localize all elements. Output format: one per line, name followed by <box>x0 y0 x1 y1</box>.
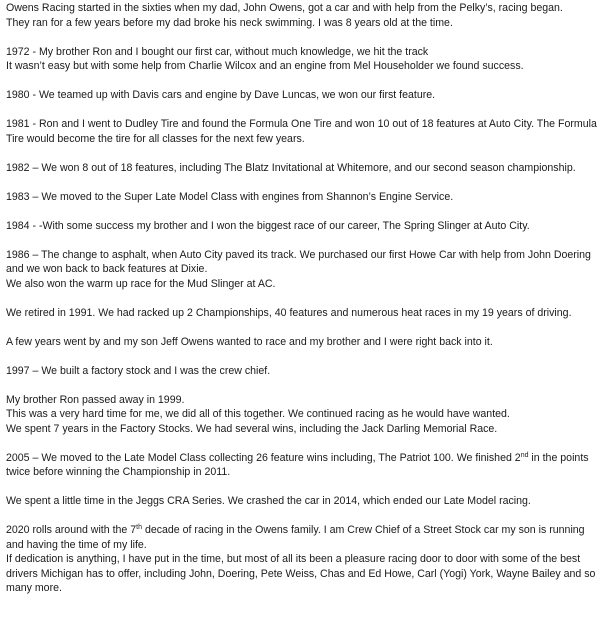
text-line: We spent a little time in the Jeggs CRA Series. We crashed the car in 2014, which ended our Late Model racing. <box>6 495 531 507</box>
text-line: We spent 7 years in the Factory Stocks. We had several wins, including the Jack Darling Memorial Race. <box>6 422 498 435</box>
text-line: We also won the warm up race for the Mud Slinger at AC. <box>6 277 276 290</box>
text-span: 2020 rolls around with the 7 <box>6 524 137 536</box>
paragraph-retired <box>6 306 598 321</box>
text-line: We retired in 1991. We had racked up 2 Championships, 40 features and numerous heat races in my 19 years of driving. <box>6 306 572 319</box>
paragraph-2005 <box>6 451 598 480</box>
paragraph-1982 <box>6 161 598 176</box>
text-line: 1984 - -With some success my brother and I won the biggest race of our career, The Spring Slinger at Auto City. <box>6 219 530 232</box>
text-line: Owens Racing started in the sixties when my dad, John Owens, got a car and with help from the Pelky’s, racing began. <box>6 2 563 14</box>
text-line: 1981 - Ron and I went to Dudley Tire and found the Formula One Tire and won 10 out of 18 features at Auto City. The Formula Tire would become the tire for all classes for the next few years. <box>6 118 597 145</box>
paragraph-1981 <box>6 117 598 146</box>
ordinal-suffix: th <box>136 524 142 531</box>
paragraph-jeggs <box>6 494 598 509</box>
paragraph-1986 <box>6 248 598 292</box>
text-line: It wasn’t easy but with some help from Charlie Wilcox and an engine from Mel Householder we found success. <box>6 60 524 72</box>
paragraph-origins <box>6 1 598 30</box>
text-line: 1972 - My brother Ron and I bought our first car, without much knowledge, we hit the track <box>6 45 429 58</box>
paragraph-1999 <box>6 393 598 437</box>
paragraph-1983 <box>6 190 598 205</box>
paragraph-1972 <box>6 45 598 74</box>
text-line: This was a very hard time for me, we did all of this together. We continued racing as he would have wanted. <box>6 408 510 420</box>
paragraph-1980 <box>6 88 598 103</box>
text-line: 1983 – We moved to the Super Late Model Class with engines from Shannon’s Engine Service. <box>6 190 454 203</box>
text-span: 2005 – We moved to the Late Model Class collecting 26 feature wins including, The Patriot 100. We finished 2 <box>6 451 521 464</box>
paragraph-2020 <box>6 523 598 596</box>
text-line: 1997 – We built a factory stock and I was the crew chief. <box>6 364 271 377</box>
text-line: 1980 - We teamed up with Davis cars and engine by Dave Luncas, we won our first feature. <box>6 89 436 101</box>
text-span: in the points twice before winning the Championship in 2011. <box>6 451 589 478</box>
text-line <box>6 451 598 480</box>
text-span: decade of racing in the Owens family. I am Crew Chief of a Street Stock car my son is running and having the time of my life. <box>6 524 585 551</box>
paragraph-1984 <box>6 219 598 234</box>
text-line: They ran for a few years before my dad broke his neck swimming. I was 8 years old at the time. <box>6 16 453 29</box>
ordinal-suffix: nd <box>520 451 529 459</box>
text-line: 1986 – The change to asphalt, when Auto City paved its track. We purchased our first Howe Car with help from John Doering and we won back to back features at Dixie. <box>6 248 591 275</box>
document-body <box>6 0 598 610</box>
paragraph-1997 <box>6 364 598 379</box>
text-line: A few years went by and my son Jeff Owens wanted to race and my brother and I were right back into it. <box>6 335 493 348</box>
text-line: My brother Ron passed away in 1999. <box>6 393 185 406</box>
text-line: 1982 – We won 8 out of 18 features, including The Blatz Invitational at Whitemore, and our second season championship. <box>6 161 576 174</box>
text-line: If dedication is anything, I have put in the time, but most of all its been a pleasure racing door to door with some of the best drivers Michigan has to offer, including John, Doering, Pete Weiss, Chas and Ed Howe, Carl (Yogi) York, Wayne Bailey and so many more. <box>6 553 596 594</box>
text-line <box>6 523 598 552</box>
paragraph-return <box>6 335 598 350</box>
